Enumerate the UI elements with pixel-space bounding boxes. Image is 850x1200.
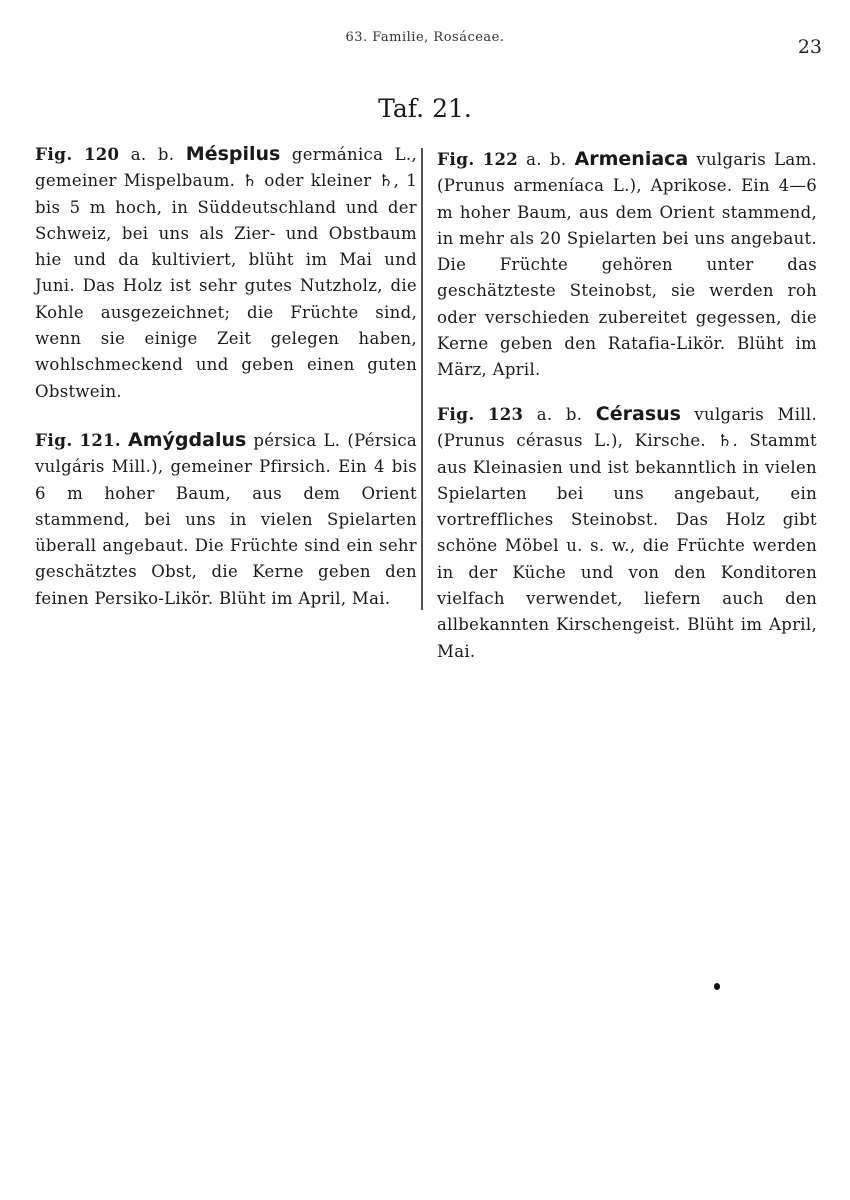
entry-text: germánica L., gemeiner Mispelbaum. ♄ oder kleiner ♄, 1 bis 5 m hoch, in Süddeutschland und der Schweiz, bei uns als Zier- und Obstbaum hie und da kultiviert, blüht im Mai und Juni. Das Holz ist sehr gutes Nutzholz, die Kohle ausgezeichnet; die Früchte sind, wenn sie einige Zeit gelegen haben, wohlschmeckend und geben einen guten Obstwein. [35, 145, 418, 401]
fig-label: Fig. [437, 150, 475, 170]
genus-name: Cérasus [595, 403, 681, 425]
entry-fig-120 [35, 141, 417, 405]
ink-spot [714, 983, 720, 990]
page-number: 23 [797, 36, 822, 58]
entry-fig-123 [437, 401, 817, 665]
genus-name: Armeniaca [574, 148, 689, 170]
column-divider [421, 148, 423, 610]
fig-suffix: a. b. [526, 150, 567, 169]
fig-number: 123 [488, 405, 524, 424]
entry-fig-122 [437, 146, 817, 384]
genus-name: Amýgdalus [128, 429, 247, 451]
running-title: 63. Familie, Rosáceae. [345, 30, 505, 45]
entry-text: vulgaris Lam. (Prunus armeníaca L.), Aprikose. Ein 4—6 m hoher Baum, aus dem Orient stammend, in mehr als 20 Spielarten bei uns angebaut. Die Früchte gehören unter das geschätzteste Steinobst, sie werden roh oder verschieden zubereitet gegessen, die Kerne geben den Ratafia-Likör. Blüht im März, April. [437, 150, 818, 380]
fig-label: Fig. [35, 431, 73, 451]
fig-number: 121. [79, 431, 121, 450]
plate-title: Taf. 21. [378, 94, 472, 123]
entry-text: vulgaris Mill. (Prunus cérasus L.), Kirsche. ♄. Stammt aus Kleinasien und ist bekanntlich in vielen Spielarten bei uns angebaut, ein vortreffliches Steinobst. Das Holz gibt schöne Möbel u. s. w., die Früchte werden in der Küche und von den Konditoren vielfach verwendet, liefern auch den allbekannten Kirschengeist. Blüht im April, Mai. [437, 405, 817, 661]
fig-label: Fig. [35, 145, 73, 165]
fig-label: Fig. [437, 405, 475, 425]
entry-text: pérsica L. (Pérsica vulgáris Mill.), gemeiner Pfirsich. Ein 4 bis 6 m hoher Baum, aus dem Orient stammend, bei uns in vielen Spielarten überall angebaut. Die Früchte sind ein sehr geschätztes Obst, die Kerne geben den feinen Persiko-Likör. Blüht im April, Mai. [35, 431, 418, 608]
fig-suffix: a. b. [536, 405, 583, 424]
fig-number: 120 [84, 145, 120, 164]
entry-fig-121 [35, 427, 417, 612]
genus-name: Méspilus [185, 143, 281, 165]
fig-number: 122 [482, 150, 519, 169]
fig-suffix: a. b. [130, 145, 175, 164]
